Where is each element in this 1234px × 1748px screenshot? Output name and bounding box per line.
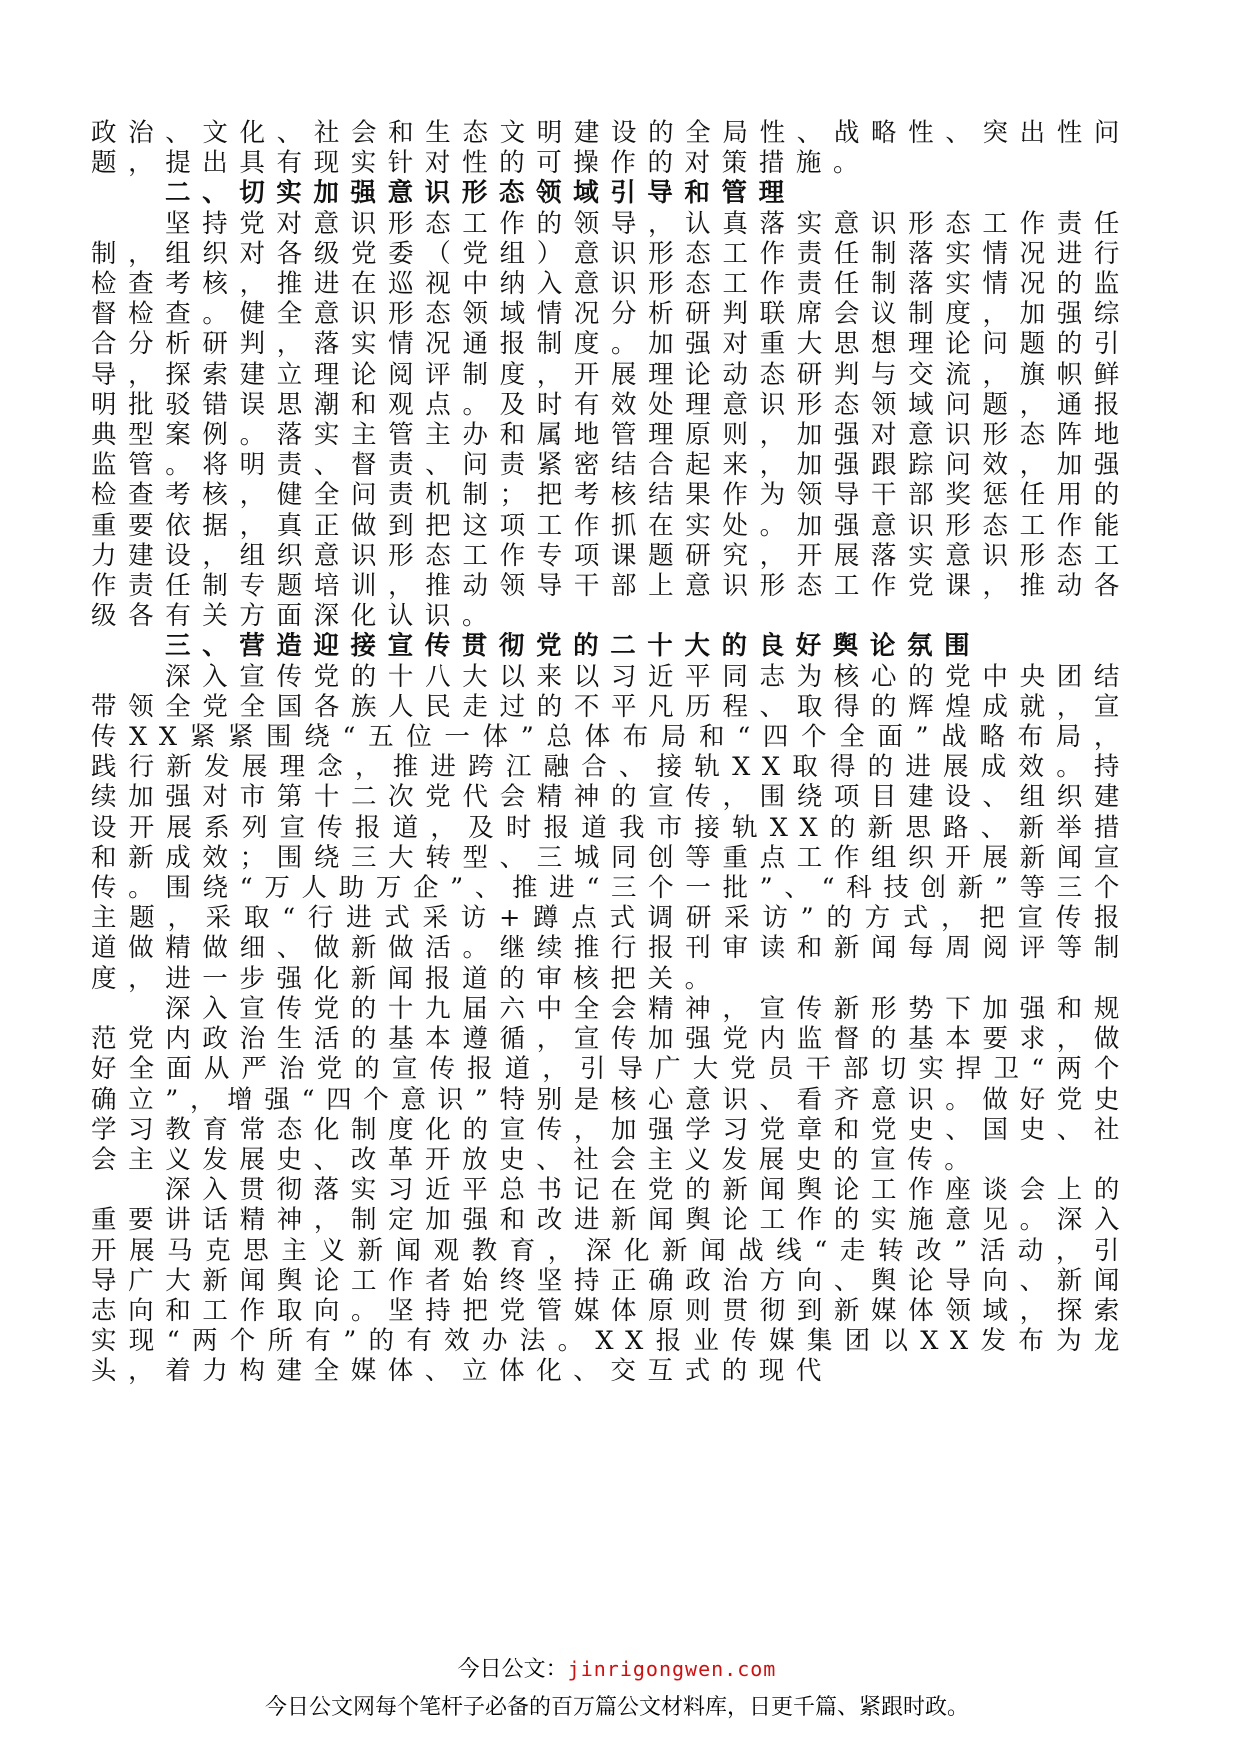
footer-url-link[interactable]: jinrigongwen.com [567,1657,777,1681]
section-heading-3: 三、营造迎接宣传贯彻党的二十大的良好舆论氛围 [165,631,982,662]
section-3-paragraph-2: 深入宣传党的十九届六中全会精神，宣传新形势下加强和规范党内政治生活的基本遵循，宣传加强党内监督的基本要求，做好全面从严治党的宣传报道，引导广大党员干部切实捍卫“两个确立”，增强“四个意识”特别是核心意识、看齐意识。做好党史学习教育常态化制度化的宣传，加强学习党章和党史、国史、社会主义发展史、改革开放史、社会主义发展史的宣传。 [91,993,1131,1175]
document-body [91,118,1131,1387]
section-heading-2: 二、切实加强意识形态领域引导和管理 [165,178,796,209]
footer-site-label: 今日公文： [457,1657,568,1682]
section-3-paragraph-3: 深入贯彻落实习近平总书记在党的新闻舆论工作座谈会上的重要讲话精神，制定加强和改进新闻舆论工作的实施意见。深入开展马克思主义新闻观教育，深化新闻战线“走转改”活动，引导广大新闻舆论工作者始终坚持正确政治方向、舆论导向、新闻志向和工作取向。坚持把党管媒体原则贯彻到新媒体领域，探索实现“两个所有”的有效办法。XX报业传媒集团以XX发布为龙头，着力构建全媒体、立体化、交互式的现代 [91,1175,1131,1387]
footer-tagline: 今日公文网每个笔杆子必备的百万篇公文材料库，日更千篇、紧跟时政。 [264,1695,969,1720]
page-footer [0,1654,1234,1727]
section-2-paragraph-1: 坚持党对意识形态工作的领导，认真落实意识形态工作责任制，组织对各级党委（党组）意识形态工作责任制落实情况进行检查考核，推进在巡视中纳入意识形态工作责任制落实情况的监督检查。健全意识形态领域情况分析研判联席会议制度，加强综合分析研判，落实情况通报制度。加强对重大思想理论问题的引导，探索建立理论阅评制度，开展理论动态研判与交流，旗帜鲜明批驳错误思潮和观点。及时有效处理意识形态领域问题，通报典型案例。落实主管主办和属地管理原则，加强对意识形态阵地监管。将明责、督责、问责紧密结合起来，加强跟踪问效，加强检查考核，健全问责机制；把考核结果作为领导干部奖惩任用的重要依据，真正做到把这项工作抓在实处。加强意识形态工作能力建设，组织意识形态工作专项课题研究，开展落实意识形态工作责任制专题培训，推动领导干部上意识形态工作党课，推动各级各有关方面深化认识。 [91,208,1131,632]
intro-paragraph: 政治、文化、社会和生态文明建设的全局性、战略性、突出性问题，提出具有现实针对性的可操作的对策措施。 [91,118,1131,179]
section-3-paragraph-1: 深入宣传党的十八大以来以习近平同志为核心的党中央团结带领全党全国各族人民走过的不平凡历程、取得的辉煌成就，宣传XX紧紧围绕“五位一体”总体布局和“四个全面”战略布局，践行新发展理念，推进跨江融合、接轨XX取得的进展成效。持续加强对市第十二次党代会精神的宣传，围绕项目建设、组织建设开展系列宣传报道，及时报道我市接轨XX的新思路、新举措和新成效；围绕三大转型、三城同创等重点工作组织开展新闻宣传。围绕“万人助万企”、推进“三个一批”、“科技创新”等三个主题，采取“行进式采访+蹲点式调研采访”的方式，把宣传报道做精做细、做新做活。继续推行报刊审读和新闻每周阅评等制度，进一步强化新闻报道的审核把关。 [91,661,1131,994]
footer-site-line [0,1654,1234,1685]
